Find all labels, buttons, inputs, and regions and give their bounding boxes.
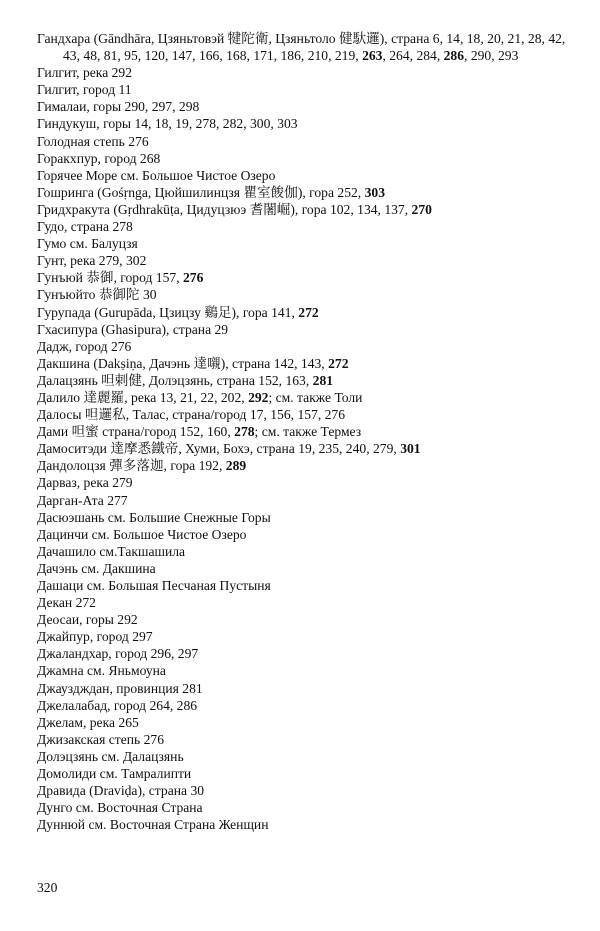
index-entry: [37, 64, 572, 81]
index-entry-text: ; см. также Толи: [268, 389, 363, 405]
index-entry: [37, 423, 572, 440]
index-entry-text: Дравида (Draviḍa), страна 30: [37, 783, 205, 799]
index-entry: [37, 355, 572, 372]
index-entry: [37, 218, 572, 235]
index-entry-text: Дацинчи см. Большое Чистое Озеро: [37, 526, 247, 542]
index-entry-text: Гхасипура (Ghasipura), страна 29: [37, 321, 229, 337]
index-entry: [37, 338, 572, 355]
index-entry-main-page: 301: [400, 441, 421, 457]
index-entry: [37, 577, 572, 594]
index-entry-text: Дамоситэди 達摩悉鐵帝, Хуми, Бохэ, страна 19, 235, 240, 279,: [37, 441, 401, 457]
index-entry: [37, 680, 572, 697]
index-entry-main-page: 272: [328, 355, 349, 371]
index-entry-text: Гилгит, город 11: [37, 82, 132, 98]
index-entry: [37, 235, 572, 252]
index-entry: [37, 457, 572, 474]
index-entry-text: Гиндукуш, горы 14, 18, 19, 278, 282, 300, 303: [37, 116, 298, 132]
index-entry-text: Гунъюйто 恭御陀 30: [37, 287, 157, 303]
index-page: [37, 30, 572, 833]
index-entry: [37, 252, 572, 269]
index-entry: [37, 662, 572, 679]
index-entry-text: Дами 呾蜜 страна/город 152, 160,: [37, 424, 235, 440]
index-entry: [37, 765, 572, 782]
index-entry-text: Долэцзянь см. Далацзянь: [37, 748, 184, 764]
index-entry: [37, 389, 572, 406]
index-entry-text: ; см. также Термез: [254, 424, 362, 440]
index-entry-text: Гурупада (Gurupāda, Цзицзу 鷄足), гора 141,: [37, 304, 299, 320]
index-entry: [37, 269, 572, 286]
index-entry-main-page: 270: [411, 201, 432, 217]
index-entry: [37, 611, 572, 628]
index-entry-text: Горячее Море см. Большое Чистое Озеро: [37, 167, 276, 183]
index-entry-text: Далацзянь 呾剌健, Долэцзянь, страна 152, 163,: [37, 372, 313, 388]
index-entry: [37, 81, 572, 98]
index-entry-text: , 264, 284,: [382, 48, 444, 64]
index-entry-text: , 290, 293: [464, 48, 519, 64]
index-entry: [37, 492, 572, 509]
index-entry: [37, 645, 572, 662]
index-entry-text: Дунго см. Восточная Страна: [37, 800, 203, 816]
index-entry-text: Дарган-Ата 277: [37, 492, 128, 508]
index-entry-text: Джайпур, город 297: [37, 629, 153, 645]
index-entry-text: Горакхпур, город 268: [37, 150, 161, 166]
page-number: 320: [37, 880, 58, 895]
index-entry-text: Гумо см. Балуцзя: [37, 236, 138, 252]
index-entry-text: Джамна см. Яньмоуна: [37, 663, 166, 679]
index-entry-text: Дашаци см. Большая Песчаная Пустыня: [37, 578, 271, 593]
index-entry-text: Дарваз, река 279: [37, 475, 133, 491]
index-entry-text: Голодная степь 276: [37, 133, 149, 149]
index-entry-text: Дакшина (Dakṣiṇa, Дачэнь 達嚫), страна 142, 143,: [37, 355, 329, 371]
index-entry: [37, 714, 572, 731]
index-entry: [37, 440, 572, 457]
index-entry: [37, 748, 572, 765]
index-entry: [37, 509, 572, 526]
index-entries-list: [37, 30, 572, 833]
index-entry: [37, 30, 572, 64]
index-entry-main-page: 276: [183, 270, 204, 286]
index-entry-text: Джелалабад, город 264, 286: [37, 697, 198, 713]
index-entry: [37, 98, 572, 115]
index-entry: [37, 167, 572, 184]
index-entry: [37, 201, 572, 218]
index-entry: [37, 543, 572, 560]
index-entry-text: Гудо, страна 278: [37, 219, 133, 235]
index-entry-text: Гунъюй 恭御, город 157,: [37, 270, 183, 286]
index-entry-text: Далосы 呾邏私, Талас, страна/город 17, 156, 157, 276: [37, 407, 346, 423]
index-entry: [37, 697, 572, 714]
index-entry-text: Дадж, город 276: [37, 338, 132, 354]
index-entry: [37, 799, 572, 816]
index-entry-main-page: 281: [312, 372, 334, 388]
index-entry-text: Дасюэшань см. Большие Снежные Горы: [37, 509, 271, 525]
index-entry-text: Дандолоцзя 彈多落迦, гора 192,: [37, 458, 226, 474]
index-entry-main-page: 278: [234, 424, 255, 440]
index-entry-main-page: 292: [248, 389, 269, 405]
index-entry-text: Дуннюй см. Восточная Страна Женщин: [37, 817, 269, 833]
index-entry-text: Джизакская степь 276: [37, 731, 164, 747]
index-entry: [37, 286, 572, 303]
index-entry-text: Гилгит, река 292: [37, 65, 133, 81]
index-entry-main-page: 289: [225, 458, 247, 474]
index-entry: [37, 816, 572, 833]
index-entry-text: Деосаи, горы 292: [37, 612, 138, 628]
index-entry-text: Гридхракута (Gṛdhrakūṭa, Цидуцзюэ 耆闍崛), гора 102, 134, 137,: [37, 201, 412, 217]
index-entry-text: Декан 272: [37, 595, 96, 611]
index-entry-main-page: 303: [364, 184, 385, 200]
index-entry-text: Дачэнь см. Дакшина: [37, 560, 156, 576]
index-entry-main-page: 263: [362, 48, 383, 64]
index-entry-text: Гунт, река 279, 302: [37, 253, 147, 269]
index-entry-text: Далило 達麗羅, река 13, 21, 22, 202,: [37, 389, 249, 405]
index-entry: [37, 731, 572, 748]
index-entry-main-page: 286: [443, 48, 465, 64]
index-entry: [37, 560, 572, 577]
index-entry: [37, 372, 572, 389]
index-entry-text: Гандхара (Gāndhāra, Цзяньтовэй 犍陀衛, Цзяньтоло 健馱邏), страна 6, 14, 18, 20, 21, 28, 42, 43, 48, 81, 95, 120, 147, 166, 168, 171, 186, 210, 219,: [37, 31, 566, 64]
index-entry-text: Джелам, река 265: [37, 714, 139, 730]
index-entry-text: Дачашило см.Такшашила: [37, 543, 186, 559]
index-entry: [37, 474, 572, 491]
index-entry-text: Гошринга (Gośṛnga, Цюйшилинцзя 瞿室餕伽), гора 252,: [37, 184, 365, 200]
index-entry-text: Гималаи, горы 290, 297, 298: [37, 99, 200, 115]
index-entry: [37, 782, 572, 799]
index-entry: [37, 594, 572, 611]
index-entry-main-page: 272: [298, 304, 319, 320]
index-entry: [37, 304, 572, 321]
index-entry: [37, 321, 572, 338]
index-entry-text: Джаландхар, город 296, 297: [37, 646, 199, 662]
index-entry: [37, 526, 572, 543]
index-entry: [37, 150, 572, 167]
index-entry: [37, 115, 572, 132]
index-entry-text: Джауздждан, провинция 281: [37, 680, 203, 696]
index-entry: [37, 133, 572, 150]
index-entry-text: Домолиди см. Тамралипти: [37, 766, 192, 782]
index-entry: [37, 628, 572, 645]
index-entry: [37, 406, 572, 423]
index-entry: [37, 184, 572, 201]
